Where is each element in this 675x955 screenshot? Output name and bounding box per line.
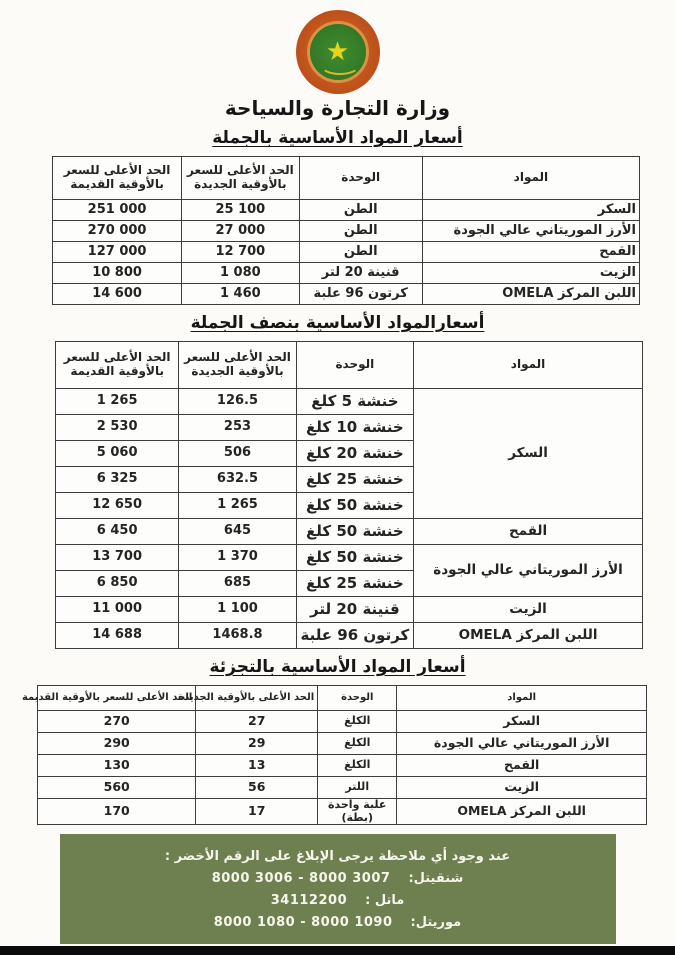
price-old-cell: 2 530 [56,415,179,441]
price-old-cell: 6 850 [56,571,179,597]
column-header-price-new: الحد الأعلى للسعر بالأوقية الجديدة [179,342,296,389]
header-row [38,686,647,711]
unit-cell: اللتر [318,777,397,799]
price-new-cell: 685 [179,571,296,597]
material-cell: السكر [414,389,643,519]
wholesale-price-table [52,156,640,305]
unit-cell: الكلغ [318,733,397,755]
unit-cell: كرتون 96 علبة [296,623,413,649]
table-row [56,623,643,649]
price-old-cell: 10 800 [53,263,182,284]
material-cell: الزيت [422,263,639,284]
retail-price-table [21,685,647,825]
price-old-cell: 270 [38,711,196,733]
material-cell: الزيت [397,777,647,799]
price-old-cell: 270 000 [53,221,182,242]
material-cell: السكر [422,200,639,221]
price-old-cell: 13 700 [56,545,179,571]
price-new-cell: 506 [179,441,296,467]
price-new-cell: 126.5 [179,389,296,415]
star-icon: ★ [325,37,350,67]
column-header-material: المواد [397,686,647,711]
price-old-cell: 5 060 [56,441,179,467]
table-row [38,733,647,755]
unit-cell: خنشة 25 كلغ [296,571,413,597]
unit-cell: خنشة 10 كلغ [296,415,413,441]
ministry-seal-logo [296,10,380,94]
table-row [56,519,643,545]
table-row [38,711,647,733]
price-new-cell: 17 [196,799,318,825]
price-old-cell: 1 265 [56,389,179,415]
unit-cell: الطن [299,200,422,221]
phone-numbers: 8000 1080 - 8000 1090 [213,914,393,930]
price-new-cell: 12 700 [182,242,299,263]
material-cell: الزيت [414,597,643,623]
material-cell: اللبن المركز OMELA [422,284,639,305]
unit-cell: خنشة 5 كلغ [296,389,413,415]
unit-cell: خنشة 50 كلغ [296,519,413,545]
operator-label: شنقيتل: [408,870,464,886]
unit-cell: الطن [299,221,422,242]
price-old-cell: 290 [38,733,196,755]
price-new-cell: 645 [179,519,296,545]
column-header-material: المواد [422,157,639,200]
price-old-cell: 251 000 [53,200,182,221]
price-new-cell: 1 265 [179,493,296,519]
notice-line [60,849,616,864]
price-new-cell: 56 [196,777,318,799]
price-old-cell: 14 688 [56,623,179,649]
table-row [53,242,640,263]
price-new-cell: 25 100 [182,200,299,221]
table-row [53,221,640,242]
unit-cell: قنينة 20 لتر [296,597,413,623]
unit-cell: قنينة 20 لتر [299,263,422,284]
unit-cell: الكلغ [318,711,397,733]
price-old-cell: 12 650 [56,493,179,519]
column-header-price-old: الحد الأعلى للسعر بالأوقية القديمة [38,686,196,711]
price-old-cell: 14 600 [53,284,182,305]
unit-cell: خنشة 50 كلغ [296,493,413,519]
price-new-cell: 27 [196,711,318,733]
price-old-cell: 130 [38,755,196,777]
unit-cell: علبة واحدة (بطة) [318,799,397,825]
operator-label: موريتل: [410,914,462,930]
material-cell: السكر [397,711,647,733]
table-row [38,755,647,777]
price-old-cell: 6 450 [56,519,179,545]
unit-cell: كرتون 96 علبة [299,284,422,305]
material-cell: الأرز الموريتاني عالي الجودة [414,545,643,597]
table-row [56,545,643,571]
section-title-wholesale: أسعار المواد الأساسية بالجملة [212,128,463,148]
section-title-semi-wholesale: أسعارالمواد الأساسية بنصف الجملة [190,313,485,333]
unit-cell: خنشة 50 كلغ [296,545,413,571]
green-notice-box [60,834,616,944]
column-header-price-new: الحد الأعلى للسعر بالأوقية الجديدة [182,157,299,200]
material-cell: الأرز الموريتاني عالي الجودة [422,221,639,242]
material-cell: القمح [414,519,643,545]
phone-numbers: 8000 3006 - 8000 3007 [211,870,391,886]
price-new-cell: 13 [196,755,318,777]
unit-cell: الكلغ [318,755,397,777]
price-new-cell: 1 080 [182,263,299,284]
price-new-cell: 632.5 [179,467,296,493]
bottom-black-bar [0,946,675,955]
price-new-cell: 1 460 [182,284,299,305]
unit-cell: خنشة 25 كلغ [296,467,413,493]
material-cell: الأرز الموريتاني عالي الجودة [397,733,647,755]
price-old-cell: 170 [38,799,196,825]
material-cell: اللبن المركز OMELA [414,623,643,649]
price-old-cell: 127 000 [53,242,182,263]
section-title-retail: أسعار المواد الأساسية بالتجزئة [209,657,466,677]
material-cell: القمح [397,755,647,777]
column-header-price-old: الحد الأعلى للسعر بالأوقية القديمة [53,157,182,200]
table-row [53,263,640,284]
price-new-cell: 253 [179,415,296,441]
table-row [56,389,643,415]
notice-text: عند وجود أي ملاحظة يرجى الإبلاغ على الرقم الأخضر : [164,848,511,864]
table-row [38,777,647,799]
hotline-line-mauritel [60,915,616,930]
table-row [53,200,640,221]
header-row [53,157,640,200]
hotline-line-mattel [60,893,616,908]
price-new-cell: 1468.8 [179,623,296,649]
column-header-price-new: الحد الأعلى بالأوقية الجديدة [196,686,318,711]
table-row [38,799,647,825]
price-old-cell: 11 000 [56,597,179,623]
semi-wholesale-price-table [55,341,643,649]
price-new-cell: 29 [196,733,318,755]
price-new-cell: 1 370 [179,545,296,571]
column-header-unit: الوحدة [296,342,413,389]
table-row [53,284,640,305]
header-row [56,342,643,389]
material-cell: القمح [422,242,639,263]
material-cell: اللبن المركز OMELA [397,799,647,825]
column-header-unit: الوحدة [318,686,397,711]
column-header-price-old: الحد الأعلى للسعر بالأوقية القديمة [56,342,179,389]
operator-label: ماتل : [365,892,405,908]
column-header-unit: الوحدة [299,157,422,200]
ministry-title: وزارة التجارة والسياحة [224,96,451,120]
price-old-cell: 6 325 [56,467,179,493]
phone-numbers: 34112200 [270,892,348,908]
hotline-line-chinguitel [60,871,616,886]
column-header-material: المواد [414,342,643,389]
price-new-cell: 27 000 [182,221,299,242]
unit-cell: خنشة 20 كلغ [296,441,413,467]
price-old-cell: 560 [38,777,196,799]
price-new-cell: 1 100 [179,597,296,623]
unit-cell: الطن [299,242,422,263]
table-row [56,597,643,623]
seal-inner-circle [310,24,366,80]
